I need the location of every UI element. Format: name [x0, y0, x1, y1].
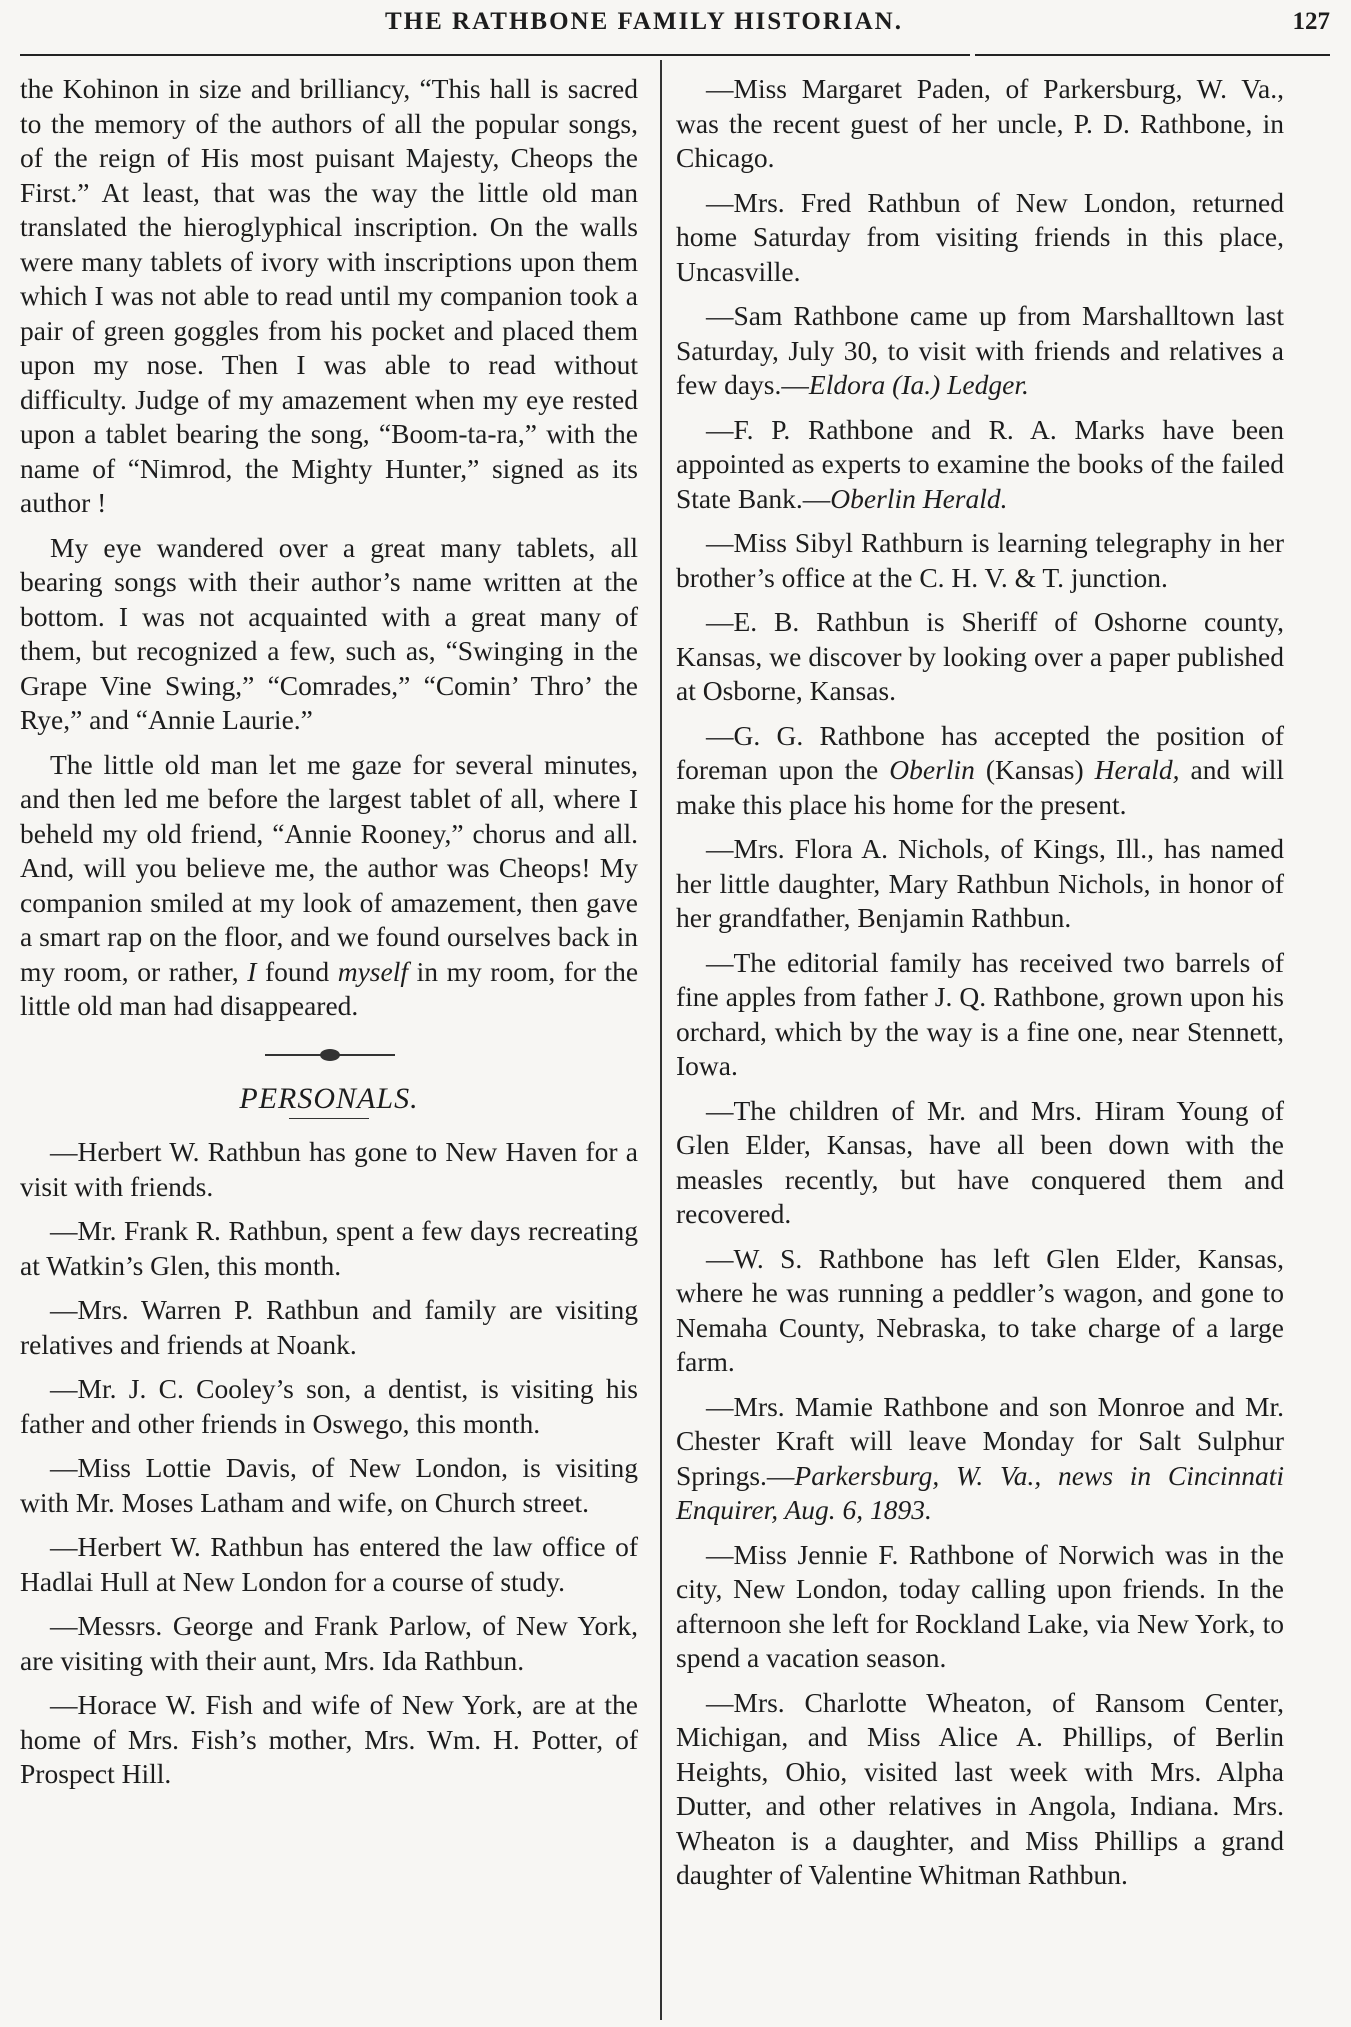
section-title: PERSONALS. — [239, 1081, 419, 1115]
story-text-italic: I — [247, 955, 257, 987]
personal-item: —Mr. Frank R. Rathbun, spent a few days recreating at Watkin’s Glen, this month. — [20, 1215, 638, 1281]
personal-item: —Miss Jennie F. Rathbone of Norwich was in the city, New London, today calling upon friends. In the afternoon she left for Rockland Lake, via New York, to spend a vacation season. — [676, 1538, 1284, 1673]
page-number: 127 — [1292, 8, 1330, 35]
item-text: —G. G. Rathbone has accepted the position of foreman upon the — [676, 719, 1284, 785]
publication-title: THE RATHBONE FAMILY HISTORIAN. — [385, 8, 903, 35]
personal-item — [676, 413, 1284, 517]
story-paragraph — [20, 748, 638, 1024]
item-source: Eldora (Ia.) Ledger. — [808, 369, 1029, 400]
personal-item: —Mrs. Flora A. Nichols, of Kings, Ill., has named her little daughter, Mary Rathbun Nichols, in honor of her grandfather, Benjamin Rathbun. — [676, 833, 1284, 933]
item-text: —Sam Rathbone came up from Marshalltown last Saturday, July 30, to visit with friends and relatives a few days.— — [676, 300, 1284, 400]
personal-item: —Miss Sibyl Rathburn is learning telegraphy in her brother’s office at the C. H. V. & T. junction. — [676, 527, 1284, 593]
item-text: —Mrs. Mamie Rathbone and son Monroe and Mr. Chester Kraft will leave Monday for Salt Sulphur Springs.— — [676, 1390, 1284, 1491]
personal-item: —Miss Margaret Paden, of Parkersburg, W. Va., was the recent guest of her uncle, P. D. Rathbone, in Chicago. — [676, 73, 1284, 173]
story-text: found — [264, 955, 330, 987]
right-column — [676, 72, 1284, 1903]
item-text-italic: Herald, — [1094, 754, 1180, 785]
personal-item: —Mrs. Warren P. Rathbun and family are visiting relatives and friends at Noank. — [20, 1294, 638, 1360]
page-header — [20, 8, 1330, 38]
column-divider — [660, 60, 662, 2020]
personal-item — [676, 299, 1284, 403]
personal-item: —Horace W. Fish and wife of New York, are at the home of Mrs. Fish’s mother, Mrs. Wm. H. Potter, of Prospect Hill. — [20, 1689, 638, 1789]
personal-item: —Messrs. George and Frank Parlow, of New York, are visiting with their aunt, Mrs. Ida Rathbun. — [20, 1610, 638, 1676]
item-text-italic: Oberlin — [889, 754, 975, 785]
item-text: (Kansas) — [985, 754, 1084, 785]
personal-item: —Miss Lottie Davis, of New London, is visiting with Mr. Moses Latham and wife, on Church street. — [20, 1452, 638, 1518]
section-title-underline — [289, 1118, 369, 1119]
personal-item: —Mrs. Charlotte Wheaton, of Ransom Center, Michigan, and Miss Alice A. Phillips, of Berlin Heights, Ohio, visited last week with Mrs. Alpha Dutter, and other relatives in Angola, Indiana. Mrs. Wheaton is a daughter, and Miss Phillips a grand daughter of Valentine Whitman Rathbun. — [676, 1686, 1284, 1890]
personal-item: —Mr. J. C. Cooley’s son, a dentist, is visiting his father and other friends in Oswego, this month. — [20, 1373, 638, 1439]
story-paragraph: My eye wandered over a great many tablets, all bearing songs with their author’s name written at the bottom. I was not acquainted with a great many of them, but recognized a few, such as, “Swinging in the Grape Vine Swing,” “Comrades,” “Comin’ Thro’ the Rye,” and “Annie Laurie.” — [20, 531, 638, 735]
personal-item: —Herbert W. Rathbun has gone to New Haven for a visit with friends. — [20, 1136, 638, 1202]
story-paragraph: the Kohinon in size and brilliancy, “This hall is sacred to the memory of the authors of all the popular songs, of the reign of His most puisant Majesty, Cheops the First.” At least, that was the way the little old man translated the hieroglyphical inscription. On the walls were many tablets of ivory with inscriptions upon them which I was not able to read until my companion took a pair of green goggles from his pocket and placed them upon my nose. Then I was able to read without difficulty. Judge of my amazement when my eye rested upon a tablet bearing the song, “Boom-ta-ra,” with the name of “Nimrod, the Mighty Hunter,” signed as its author ! — [20, 73, 638, 518]
left-column — [20, 72, 638, 1802]
header-rule-right — [975, 54, 1330, 56]
personal-item: —Mrs. Fred Rathbun of New London, returned home Saturday from visiting friends in this place, Uncasville. — [676, 186, 1284, 287]
personal-item: —The children of Mr. and Mrs. Hiram Young of Glen Elder, Kansas, have all been down with the measles recently, but have conquered them and recovered. — [676, 1094, 1284, 1229]
ornament-dot — [320, 1049, 340, 1061]
story-text: The little old man let me gaze for several minutes, and then led me before the largest tablet of all, where I beheld my old friend, “Annie Rooney,” chorus and all. And, will you believe me, the author was Cheops! My companion smiled at my look of amazement, then gave a smart rap on the floor, and we found ourselves back in my room, or rather, — [20, 748, 638, 987]
personal-item — [676, 1390, 1284, 1528]
item-source: Oberlin Herald. — [830, 482, 1008, 514]
section-ornament — [20, 1046, 638, 1064]
item-text: and will make this place his home for the present. — [676, 754, 1285, 820]
story-text-italic: myself — [337, 955, 408, 987]
item-text: —F. P. Rathbone and R. A. Marks have been appointed as experts to examine the books of the failed State Bank.— — [676, 413, 1284, 514]
header-rule — [20, 54, 970, 56]
personal-item — [676, 719, 1284, 823]
personal-item: —Herbert W. Rathbun has entered the law office of Hadlai Hull at New London for a course of study. — [20, 1531, 638, 1597]
story-text: in my room, for the little old man had disappeared. — [20, 955, 639, 1021]
personal-item: —The editorial family has received two barrels of fine apples from father J. Q. Rathbone, grown upon his orchard, which by the way is a fine one, near Stennett, Iowa. — [676, 946, 1284, 1081]
personal-item: —W. S. Rathbone has left Glen Elder, Kansas, where he was running a peddler’s wagon, and gone to Nemaha County, Nebraska, to take charge of a large farm. — [676, 1242, 1284, 1377]
personal-item: —E. B. Rathbun is Sheriff of Oshorne county, Kansas, we discover by looking over a paper published at Osborne, Kansas. — [676, 606, 1284, 706]
item-source: Parkersburg, W. Va., news in Cincinnati Enquirer, Aug. 6, 1893. — [676, 1459, 1284, 1525]
